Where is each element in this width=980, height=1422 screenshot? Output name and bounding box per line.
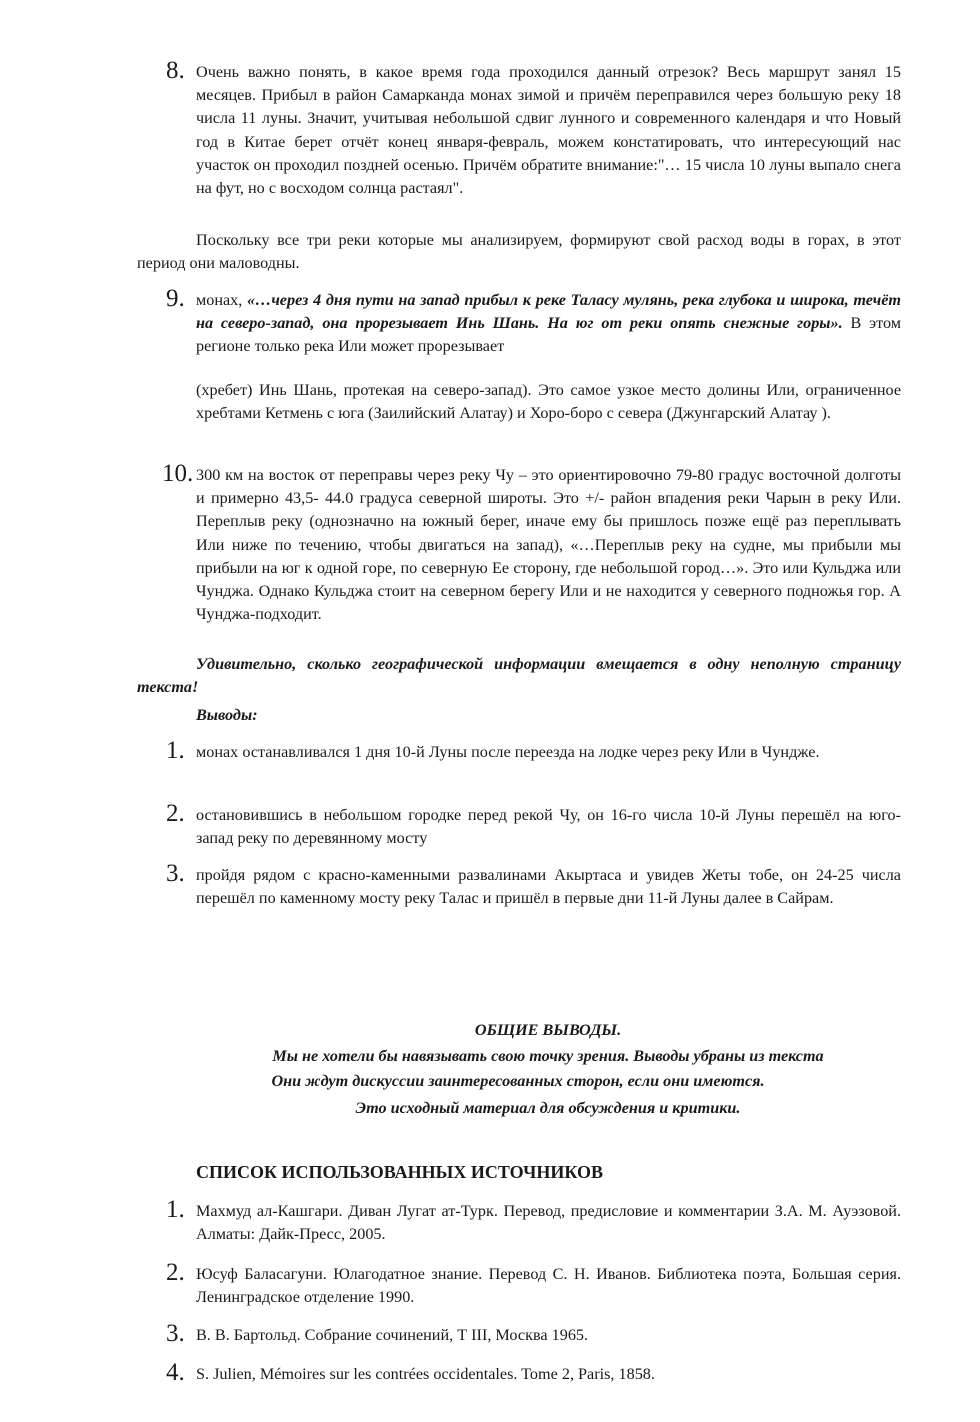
list-item-9 xyxy=(166,285,902,359)
source-item xyxy=(166,1320,901,1347)
item-quote: «…через 4 дня пути на запад прибыл к реке Таласу мулянь, река глубока и широка, течёт на северо-запад, она прорезывает Инь Шань. На юг от реки опять снежные горы». xyxy=(196,291,902,333)
source-item xyxy=(166,1196,901,1246)
item-text: пройдя рядом с красно-каменными развалинами Акыртаса и увидев Жеты тобе, он 24-25 числа перешёл по каменному мосту реку Талас и пришёл в первые дни 11-й Луны далее в Сайрам. xyxy=(196,866,901,908)
paragraph-rivers: Поскольку все три реки которые мы анализируем, формируют свой расход воды в горах, в этот период они маловодны. xyxy=(137,231,901,273)
general-line-2: Они ждут дискуссии заинтересованных сторон, если они имеются. xyxy=(271,1072,765,1090)
item-number: 9. xyxy=(166,285,185,312)
sources-title: СПИСОК ИСПОЛЬЗОВАННЫХ ИСТОЧНИКОВ xyxy=(196,1162,603,1182)
conclusion-item xyxy=(166,860,901,910)
list-item-10 xyxy=(162,460,901,626)
item-text: В. В. Бартольд. Собрание сочинений, Т III, Москва 1965. xyxy=(196,1326,589,1344)
item-text: монах останавливался 1 дня 10-й Луны после переезда на лодке через реку Или в Чундже. xyxy=(196,743,820,761)
item-number: 3. xyxy=(166,1320,185,1347)
conclusion-item xyxy=(166,737,901,764)
item-text: Махмуд ал-Кашгари. Диван Лугат ат-Турк. Перевод, предисловие и комментарии З.А. М. Ауэзовой. Алматы: Дайк-Пресс, 2005. xyxy=(196,1202,901,1244)
item-number: 1. xyxy=(166,737,185,764)
amazing-note: Удивительно, сколько географической информации вмещается в одну неполную страницу текста! xyxy=(137,655,901,697)
item-number: 4. xyxy=(166,1359,185,1386)
general-conclusions-title: ОБЩИЕ ВЫВОДЫ. xyxy=(474,1021,622,1039)
list-item-8 xyxy=(166,57,901,200)
conclusions-heading: Выводы: xyxy=(196,706,258,724)
item-number: 1. xyxy=(166,1196,185,1223)
item-number: 2. xyxy=(166,800,185,827)
item-text: Очень важно понять, в какое время года проходился данный отрезок? Весь маршрут занял 15 месяцев. Прибыл в район Самарканда монах зимой и причём переправился через большую реку 18 числа 11 луны. Значит, учитывая небольшой сдвиг лунного и современного календаря и что Новый год в Китае берет отчёт конец января-февраль, можем констатировать, что интересующий нас участок он проходил поздней осенью. Причём обратите внимание:"… 15 числа 10 луны выпало снега на фут, но с восходом солнца растаял". xyxy=(196,63,901,198)
general-line-1: Мы не хотели бы навязывать свою точку зрения. Выводы убраны из текста xyxy=(272,1047,824,1065)
source-item xyxy=(166,1259,901,1309)
list-item-9-continuation: (хребет) Инь Шань, протекая на северо-запад). Это самое узкое место долины Или, ограниченное хребтами Кетмень с юга (Заилийский Алатау) и Хоро-боро с севера (Джунгарский Алатау ). xyxy=(196,381,901,423)
conclusion-item xyxy=(166,800,901,850)
item-prefix: монах, xyxy=(196,291,248,309)
general-line-3: Это исходный материал для обсуждения и критики. xyxy=(355,1099,741,1117)
item-text: 300 км на восток от переправы через реку Чу – это ориентировочно 79-80 градус восточной долготы и примерно 43,5- 44.0 градуса северной широты. Это +/- район впадения реки Чарын в реку Или. Переплыв реку (однозначно на южный берег, иначе ему бы пришлось позже ещё раз переплывать Или ниже по течению, чтобы двигаться на запад), «…Переплыв реку на судне, мы прибыли мы прибыли на юг к одной горе, по северную Ее сторону, где небольшой город…». Это или Кульджа или Чунджа. Однако Кульджа стоит на северном берегу Или и не находится у северного подножья гор. А Чунджа-подходит. xyxy=(196,466,901,624)
item-text: остановившись в небольшом городке перед рекой Чу, он 16-го числа 10-й Луны перешёл на юго-запад реку по деревянному мосту xyxy=(196,806,901,848)
item-text: S. Julien, Mémoires sur les contrées occidentales. Tome 2, Paris, 1858. xyxy=(196,1365,655,1383)
source-item xyxy=(166,1359,901,1386)
item-number: 2. xyxy=(166,1259,185,1286)
item-number: 10. xyxy=(162,460,194,487)
item-text: Юсуф Баласагуни. Юлагодатное знание. Перевод С. Н. Иванов. Библиотека поэта, Большая серия. Ленинградское отделение 1990. xyxy=(196,1265,901,1307)
item-number: 8. xyxy=(166,57,185,84)
item-suffix: В этом регионе только река Или может прорезывает xyxy=(196,314,901,356)
item-number: 3. xyxy=(166,860,185,887)
